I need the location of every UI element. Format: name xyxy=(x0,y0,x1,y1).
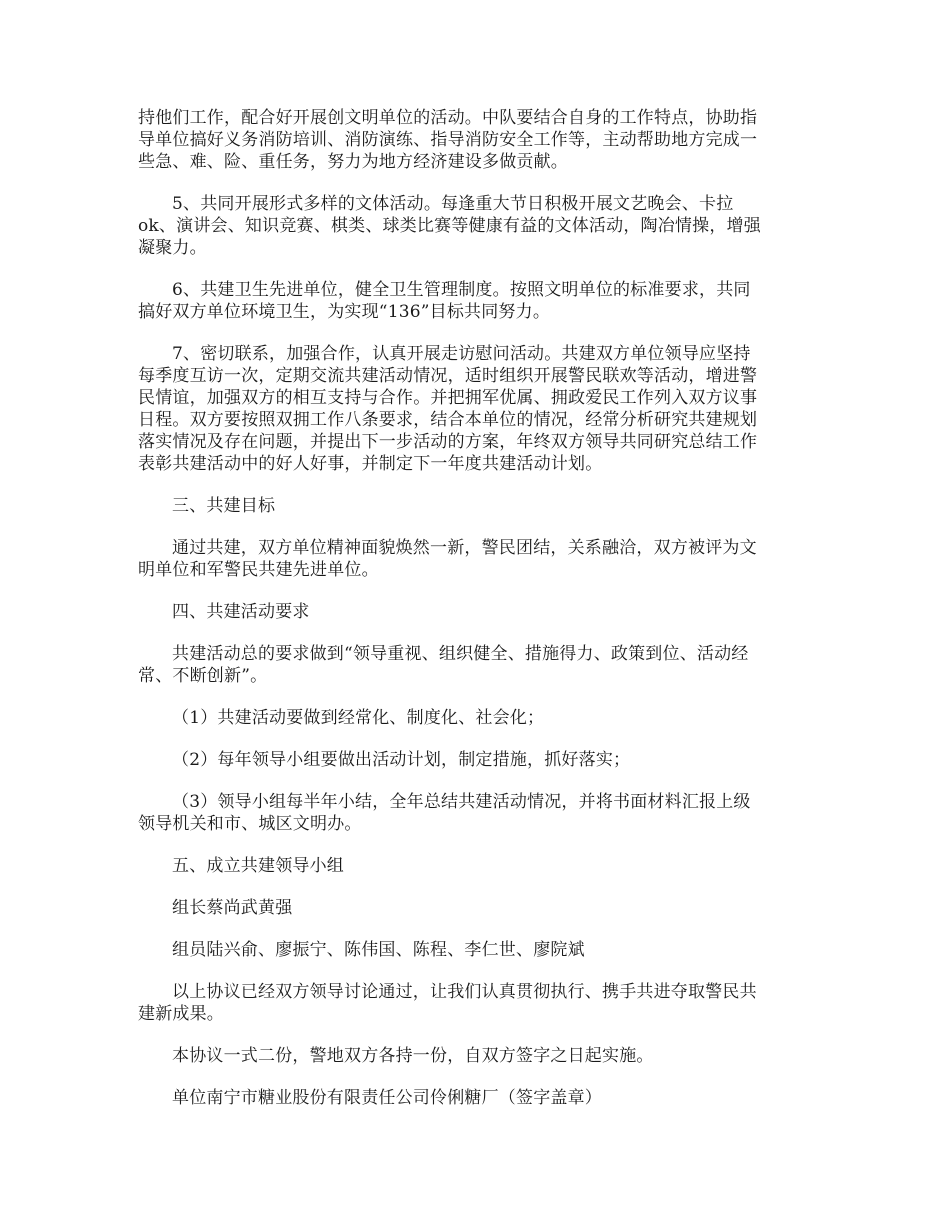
paragraph-goals xyxy=(138,537,818,581)
team-leader-line xyxy=(138,897,818,919)
paragraph-copies xyxy=(138,1045,818,1067)
requirement-item-1 xyxy=(138,707,818,729)
team-members-line xyxy=(138,939,818,961)
text-line: 常、不断创新”。 xyxy=(138,666,268,686)
section-heading-3: 三、共建目标 xyxy=(172,496,276,516)
text-line: 每季度互访一次，定期交流共建活动情况，适时组织开展警民联欢等活动，增进警 xyxy=(138,366,758,386)
text-line: 持他们工作，配合好开展创文明单位的活动。中队要结合自身的工作特点，协助指 xyxy=(138,108,758,128)
text-line: 些急、难、险、重任务，努力为地方经济建设多做贡献。 xyxy=(138,152,568,172)
text-line: 5、共同开展形式多样的文体活动。每逢重大节日积极开展文艺晚会、卡拉 xyxy=(172,194,734,214)
text-line: 本协议一式二份，警地双方各持一份，自双方签字之日起实施。 xyxy=(172,1046,654,1066)
text-line: 建新成果。 xyxy=(138,1004,224,1024)
text-line: 民情谊，加强双方的相互支持与合作。并把拥军优属、拥政爱民工作列入双方议事 xyxy=(138,388,758,408)
requirement-item-2 xyxy=(138,749,818,771)
text-line: 7、密切联系，加强合作，认真开展走访慰问活动。共建双方单位领导应坚持 xyxy=(172,344,751,364)
text-line: 日程。双方要按照双拥工作八条要求，结合本单位的情况，经常分析研究共建规划 xyxy=(138,410,758,430)
document-body xyxy=(138,107,818,1129)
paragraph-item-6 xyxy=(138,279,818,323)
text-line: 落实情况及存在问题，并提出下一步活动的方案，年终双方领导共同研究总结工作 xyxy=(138,432,758,452)
text-line: 明单位和军警民共建先进单位。 xyxy=(138,560,379,580)
text-line: 凝聚力。 xyxy=(138,238,207,258)
text-line: （2）每年领导小组要做出活动计划，制定措施，抓好落实； xyxy=(172,750,631,770)
paragraph-requirements xyxy=(138,643,818,687)
text-line: 搞好双方单位环境卫生，为实现“136”目标共同努力。 xyxy=(138,302,551,322)
paragraph-item-7 xyxy=(138,343,818,475)
requirement-item-3 xyxy=(138,791,818,835)
text-line: （1）共建活动要做到经常化、制度化、社会化； xyxy=(172,708,545,728)
paragraph-item-5 xyxy=(138,193,818,259)
text-line: 组员陆兴俞、廖振宁、陈伟国、陈程、李仁世、廖院斌 xyxy=(172,940,585,960)
signature-line xyxy=(138,1087,818,1109)
paragraph-continuation xyxy=(138,107,818,173)
text-line: 共建活动总的要求做到“领导重视、组织健全、措施得力、政策到位、活动经 xyxy=(172,644,749,664)
text-line: 领导机关和市、城区文明办。 xyxy=(138,814,362,834)
text-line: 6、共建卫生先进单位，健全卫生管理制度。按照文明单位的标准要求，共同 xyxy=(172,280,751,300)
text-line: 以上协议已经双方领导讨论通过，让我们认真贯彻执行、携手共进夺取警民共 xyxy=(172,982,757,1002)
section-heading-5: 五、成立共建领导小组 xyxy=(172,856,344,876)
section-heading-4: 四、共建活动要求 xyxy=(172,602,310,622)
text-line: 组长蔡尚武黄强 xyxy=(172,898,293,918)
text-line: 通过共建，双方单位精神面貌焕然一新，警民团结，关系融洽，双方被评为文 xyxy=(172,538,757,558)
text-line: 表彰共建活动中的好人好事，并制定下一年度共建活动计划。 xyxy=(138,454,603,474)
text-line: （3）领导小组每半年小结，全年总结共建活动情况，并将书面材料汇报上级 xyxy=(172,792,751,812)
text-line: 单位南宁市糖业股份有限责任公司伶俐糖厂（签字盖章） xyxy=(172,1088,602,1108)
text-line: 导单位搞好义务消防培训、消防演练、指导消防安全工作等，主动帮助地方完成一 xyxy=(138,130,758,150)
paragraph-agreement xyxy=(138,981,818,1025)
text-line: ok、演讲会、知识竞赛、棋类、球类比赛等健康有益的文体活动，陶冶情操，增强 xyxy=(138,216,761,236)
